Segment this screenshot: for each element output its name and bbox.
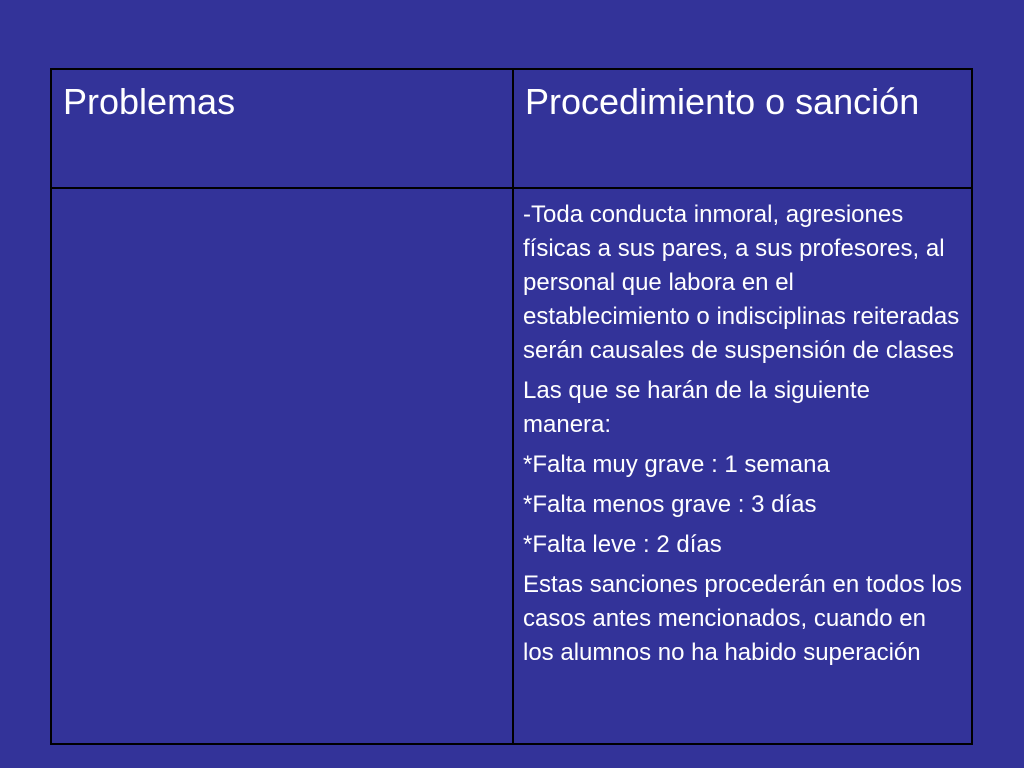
procedure-cell bbox=[523, 198, 963, 676]
procedure-paragraph: Las que se harán de la siguiente manera: bbox=[523, 377, 870, 438]
sanction-item: *Falta leve : 2 días bbox=[523, 531, 722, 558]
procedure-paragraph: Estas sanciones procederán en todos los casos antes mencionados, cuando en los alumnos no ha habido superación bbox=[523, 571, 962, 666]
header-problemas: Problemas bbox=[63, 81, 236, 122]
procedure-paragraph: -Toda conducta inmoral, agresiones físicas a sus pares, a sus profesores, al personal que labora en el establecimiento o indisciplinas reiteradas serán causales de suspensión de clases bbox=[523, 201, 960, 364]
sanction-item: *Falta muy grave : 1 semana bbox=[523, 451, 830, 478]
header-procedimiento: Procedimiento o sanción bbox=[525, 81, 920, 122]
header-divider bbox=[52, 187, 971, 189]
column-divider bbox=[512, 70, 514, 743]
sanction-item: *Falta menos grave : 3 días bbox=[523, 491, 817, 518]
sanctions-table bbox=[50, 68, 973, 745]
